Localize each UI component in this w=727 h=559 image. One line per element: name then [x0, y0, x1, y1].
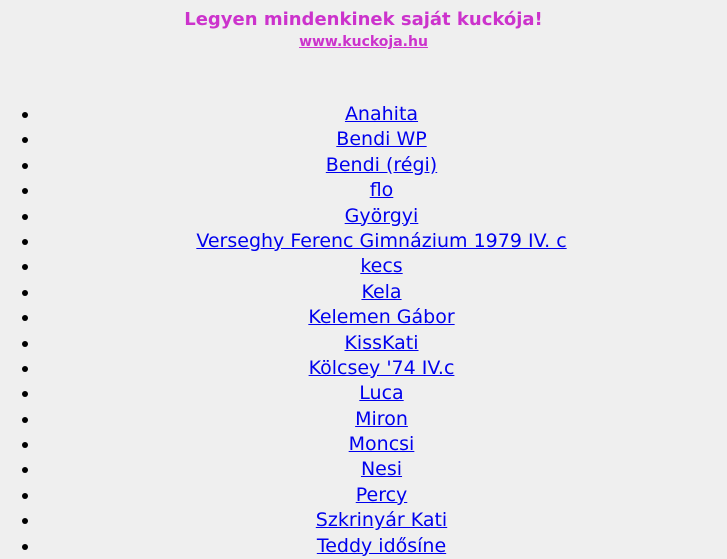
list-item [40, 178, 723, 203]
site-link[interactable]: www.kuckoja.hu [299, 34, 428, 50]
link-miron[interactable]: Miron [355, 407, 408, 430]
link-kisskati[interactable]: KissKati [344, 331, 419, 354]
link-nesi[interactable]: Nesi [360, 458, 403, 481]
list-item [40, 254, 723, 279]
link-luca[interactable]: Luca [359, 382, 404, 405]
link-kolcsey[interactable]: Kölcsey '74 IV.c [308, 356, 455, 379]
link-bendi-wp[interactable]: Bendi WP [336, 128, 427, 151]
list-item [40, 432, 723, 457]
link-percy[interactable]: Percy [355, 483, 408, 506]
list-item [40, 280, 723, 305]
list-item [40, 483, 723, 508]
page-header [0, 0, 727, 51]
link-kecs[interactable]: kecs [360, 255, 403, 278]
list-item [40, 508, 723, 533]
link-anahita[interactable]: Anahita [344, 103, 419, 125]
list-item [40, 229, 723, 254]
list-item [40, 305, 723, 330]
link-flo[interactable]: flo [369, 179, 394, 202]
list-item [40, 407, 723, 432]
list-item [40, 457, 723, 482]
list-item [40, 204, 723, 229]
link-kela[interactable]: Kela [361, 280, 402, 303]
list-item [40, 356, 723, 381]
link-list [0, 102, 723, 559]
list-item [40, 331, 723, 356]
list-item [40, 153, 723, 178]
link-bendi-regi[interactable]: Bendi (régi) [325, 153, 438, 176]
link-moncsi[interactable]: Moncsi [348, 433, 415, 456]
list-item [40, 534, 723, 559]
list-item [40, 127, 723, 152]
link-verseghy[interactable]: Verseghy Ferenc Gimnázium 1979 IV. c [196, 229, 567, 252]
list-item [40, 381, 723, 406]
link-szkrinyar-kati[interactable]: Szkrinyár Kati [315, 509, 448, 532]
link-teddy[interactable]: Teddy idősíne [316, 534, 447, 557]
link-gyorgyi[interactable]: Györgyi [344, 204, 419, 227]
list-item [40, 102, 723, 127]
link-kelemen-gabor[interactable]: Kelemen Gábor [308, 306, 455, 329]
tagline: Legyen mindenkinek saját kuckója! [184, 9, 543, 30]
